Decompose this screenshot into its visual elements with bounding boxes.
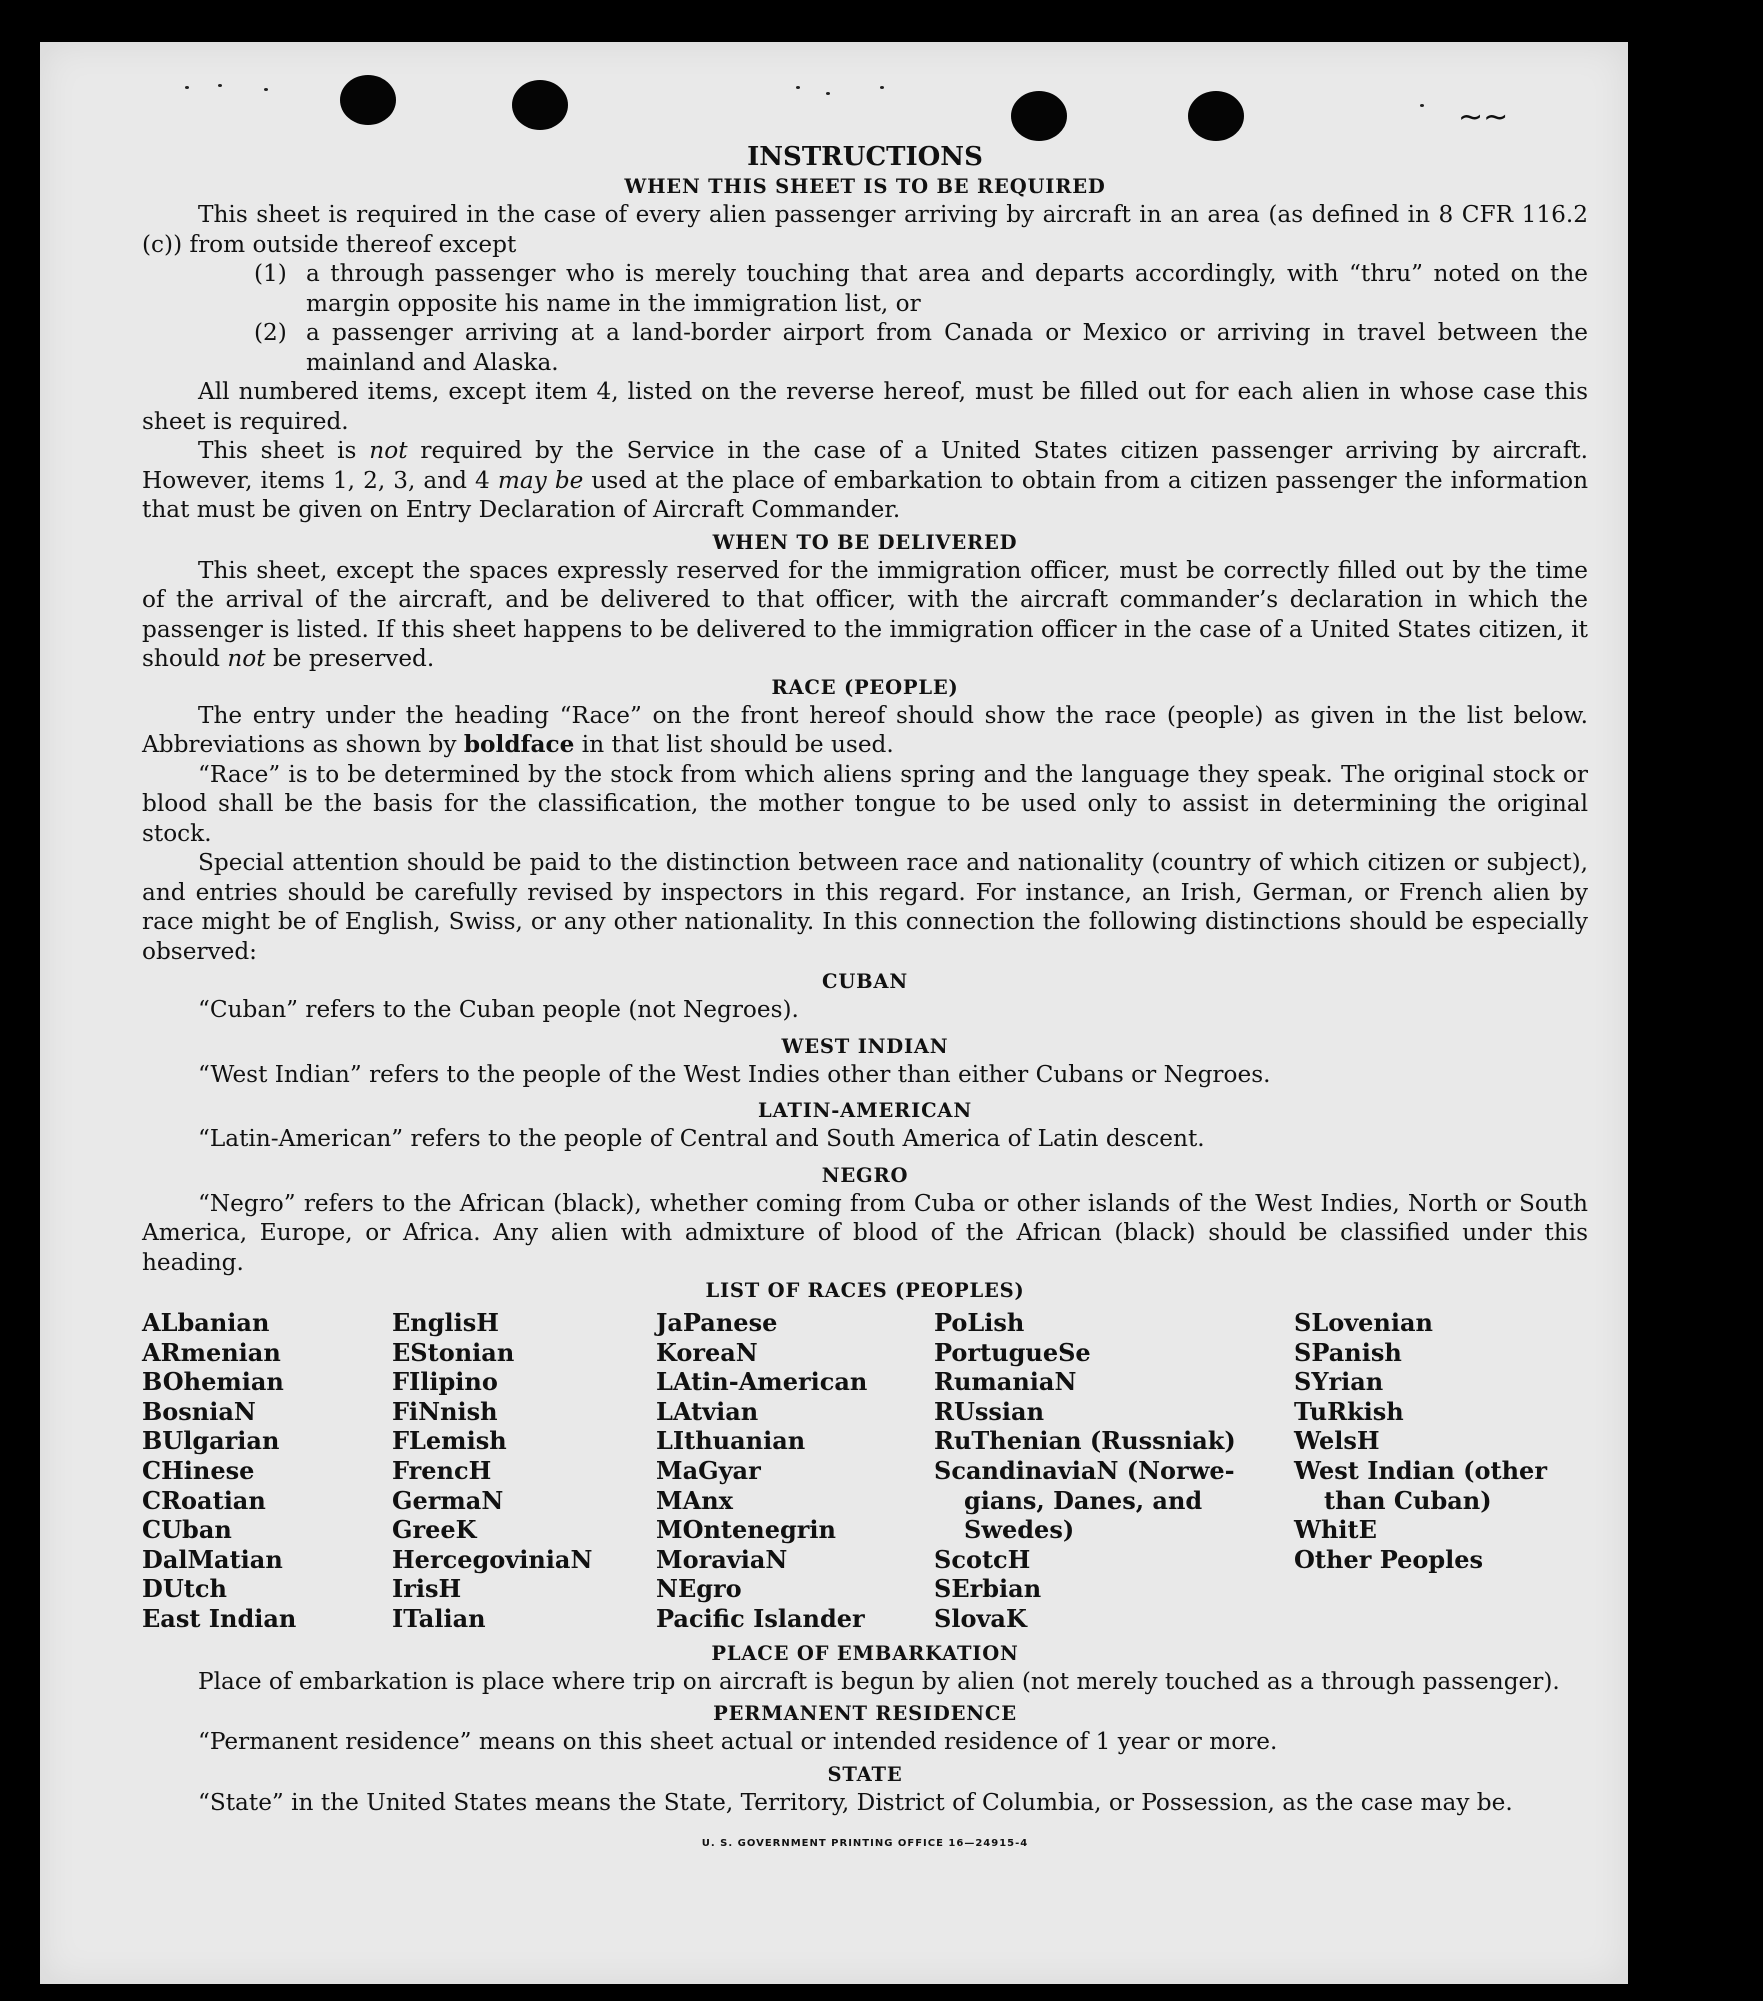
race-item: Other Peoples	[1294, 1544, 1484, 1574]
race-item: PoLish	[934, 1308, 1025, 1337]
paragraph: This sheet is required in the case of every alien passenger arriving by aircraft in an area (as defined in 8 CFR 116.2 (c)) from outside thereof except	[142, 201, 1588, 258]
text-run: in that list should be used.	[574, 731, 894, 758]
printer-imprint: U. S. GOVERNMENT PRINTING OFFICE 16—24915-4	[701, 1838, 1029, 1850]
race-item: CRoatian	[142, 1485, 266, 1515]
speck	[1420, 104, 1424, 107]
race-item: WelsH	[1294, 1426, 1380, 1456]
paragraph: “Permanent residence” means on this sheet actual or intended residence of 1 year or more.	[198, 1728, 1278, 1756]
bold-text: boldface	[463, 731, 575, 758]
race-item: FrencH	[392, 1455, 492, 1485]
race-item: HercegoviniaN	[392, 1544, 593, 1574]
section-heading: LATIN-AMERICAN	[758, 1099, 972, 1122]
italic-text: may be	[497, 466, 584, 494]
paragraph: Special attention should be paid to the distinction between race and nationality (country of which citizen or subject), and entries should be carefully revised by inspectors in this regard. For instance, an Irish, German, or French alien by race might be of English, Swiss, or any other nationality. In this connection the following distinctions should be especially observed:	[142, 849, 1588, 965]
race-column	[934, 1308, 1294, 1634]
race-item: WhitE	[1294, 1515, 1377, 1545]
race-item: CHinese	[142, 1455, 255, 1485]
text-run: This sheet, except the spaces expressly reserved for the immigration officer, must be correctly filled out by the time of the arrival of the aircraft, and be delivered to that officer, with the aircraft commander’s declaration in which the passenger is listed. If this sheet happens to be delivered to the immigration officer in the case of a United States citizen, it should	[142, 556, 1588, 672]
race-item: RuThenian (Russniak)	[934, 1426, 1236, 1456]
paragraph: “State” in the United States means the State, Territory, District of Columbia, or Possession, as the case may be.	[198, 1788, 1513, 1816]
item-text: a passenger arriving at a land-border airport from Canada or Mexico or arriving in travel between the mainland and Alaska.	[306, 319, 1588, 376]
section-heading: WHEN TO BE DELIVERED	[712, 530, 1018, 554]
race-item: SlovaK	[934, 1603, 1027, 1633]
race-item: IrisH	[392, 1574, 462, 1604]
text-run: required by the Service in the case of a United States citizen passenger arriving by aircraft. However, items 1, 2, 3, and 4	[142, 437, 1588, 494]
race-item: ALbanian	[142, 1308, 270, 1337]
race-item: LAtvian	[656, 1396, 759, 1426]
race-item: EnglisH	[392, 1308, 499, 1337]
race-item: SErbian	[934, 1574, 1042, 1604]
race-column	[142, 1308, 392, 1634]
speck	[826, 92, 830, 95]
race-item: GermaN	[392, 1485, 504, 1515]
race-item: ARmenian	[142, 1337, 281, 1367]
text-run: This sheet is	[198, 437, 370, 464]
race-column	[1294, 1308, 1574, 1634]
race-item: BOhemian	[142, 1367, 284, 1397]
punch-hole	[1011, 91, 1067, 141]
race-item: PortugueSe	[934, 1337, 1091, 1367]
race-item: MaGyar	[656, 1455, 761, 1485]
speck	[880, 86, 884, 89]
text-run: be preserved.	[265, 645, 435, 672]
race-item: MoraviaN	[656, 1544, 788, 1574]
race-list	[142, 1308, 1588, 1634]
paragraph: “Cuban” refers to the Cuban people (not Negroes).	[198, 996, 799, 1023]
paragraph: “Race” is to be determined by the stock from which aliens spring and the language they speak. The original stock or blood shall be the basis for the classification, the mother tongue to be used only to assist in determining the original stock.	[142, 760, 1588, 847]
paragraph: “Negro” refers to the African (black), whether coming from Cuba or other islands of the West Indies, North or South America, Europe, or Africa. Any alien with admixture of blood of the African (black) should be classified under this heading.	[142, 1189, 1588, 1276]
race-item: SPanish	[1294, 1337, 1402, 1367]
race-column	[656, 1308, 934, 1634]
race-item: BUlgarian	[142, 1426, 280, 1456]
speck	[185, 86, 189, 89]
section-heading: CUBAN	[822, 970, 908, 993]
instructions-content	[142, 135, 1588, 1859]
race-item: TuRkish	[1294, 1396, 1404, 1426]
race-item: EStonian	[392, 1337, 515, 1367]
race-item: NEgro	[656, 1574, 742, 1604]
italic-text: not	[227, 645, 266, 672]
race-item: ScandinaviaN (Norwe-	[934, 1455, 1235, 1485]
item-number: (2)	[254, 319, 287, 346]
race-column	[392, 1308, 656, 1634]
race-item: JaPanese	[656, 1308, 778, 1337]
section-heading: WHEN THIS SHEET IS TO BE REQUIRED	[624, 175, 1106, 198]
section-heading: WEST INDIAN	[781, 1034, 949, 1058]
list-item	[142, 318, 1588, 377]
race-item: DalMatian	[142, 1544, 283, 1574]
race-item: LIthuanian	[656, 1426, 806, 1456]
race-item: FIlipino	[392, 1367, 498, 1397]
race-item: West Indian (other	[1294, 1455, 1547, 1485]
punch-hole	[512, 80, 568, 130]
text-run: used at the place of embarkation to obtain from a citizen passenger the information that must be given on Entry Declaration of Aircraft Commander.	[142, 466, 1588, 523]
race-item: ScotcH	[934, 1544, 1031, 1574]
paragraph	[142, 436, 1588, 525]
race-item: DUtch	[142, 1574, 227, 1604]
paragraph: All numbered items, except item 4, listed on the reverse hereof, must be filled out for each alien in whose case this sheet is required.	[142, 378, 1588, 435]
race-item: RumaniaN	[934, 1367, 1077, 1397]
race-item: East Indian	[142, 1603, 297, 1633]
punch-hole	[340, 75, 396, 125]
paragraph	[142, 556, 1588, 674]
section-heading: RACE (PEOPLE)	[771, 675, 959, 699]
race-item: ITalian	[392, 1603, 486, 1633]
race-item: CUban	[142, 1515, 232, 1545]
section-heading: NEGRO	[821, 1163, 909, 1187]
speck	[218, 84, 222, 87]
paragraph	[142, 701, 1588, 760]
page-title: INSTRUCTIONS	[747, 142, 983, 172]
section-heading: PLACE OF EMBARKATION	[711, 1641, 1019, 1665]
text-run: The entry under the heading “Race” on the front hereof should show the race (people) as given in the list below. Abbreviations as shown by	[142, 701, 1588, 758]
race-item: MAnx	[656, 1485, 733, 1515]
race-item: than Cuban)	[1324, 1485, 1492, 1515]
paragraph: “Latin-American” refers to the people of Central and South America of Latin descent.	[198, 1125, 1205, 1152]
race-item: SLovenian	[1294, 1308, 1433, 1337]
race-item: Swedes)	[964, 1515, 1075, 1545]
race-item: MOntenegrin	[656, 1515, 836, 1545]
race-item: LAtin-American	[656, 1367, 868, 1397]
race-item: Pacific Islander	[656, 1603, 865, 1633]
race-item: SYrian	[1294, 1367, 1384, 1397]
paragraph: Place of embarkation is place where trip on aircraft is begun by alien (not merely touched as a through passenger).	[198, 1667, 1560, 1695]
race-item: gians, Danes, and	[964, 1485, 1203, 1515]
list-item	[142, 259, 1588, 318]
paragraph: “West Indian” refers to the people of the West Indies other than either Cubans or Negroes.	[198, 1060, 1271, 1088]
speck	[796, 86, 800, 89]
race-item: FiNnish	[392, 1396, 498, 1426]
item-text: a through passenger who is merely touching that area and departs accordingly, with “thru” noted on the margin opposite his name in the immigration list, or	[306, 260, 1588, 317]
section-heading: LIST OF RACES (PEOPLES)	[705, 1279, 1025, 1302]
race-item: GreeK	[392, 1515, 477, 1545]
handwritten-mark-icon: ~~	[1458, 100, 1509, 135]
item-number: (1)	[254, 260, 287, 287]
speck	[264, 88, 268, 91]
section-heading: PERMANENT RESIDENCE	[713, 1702, 1017, 1726]
race-item: BosniaN	[142, 1396, 256, 1426]
punch-hole	[1188, 91, 1244, 141]
race-item: KoreaN	[656, 1337, 758, 1367]
italic-text: not	[369, 437, 408, 464]
race-item: RUssian	[934, 1396, 1045, 1426]
document-sheet	[40, 42, 1628, 1984]
section-heading: STATE	[827, 1762, 903, 1786]
race-item: FLemish	[392, 1426, 507, 1456]
